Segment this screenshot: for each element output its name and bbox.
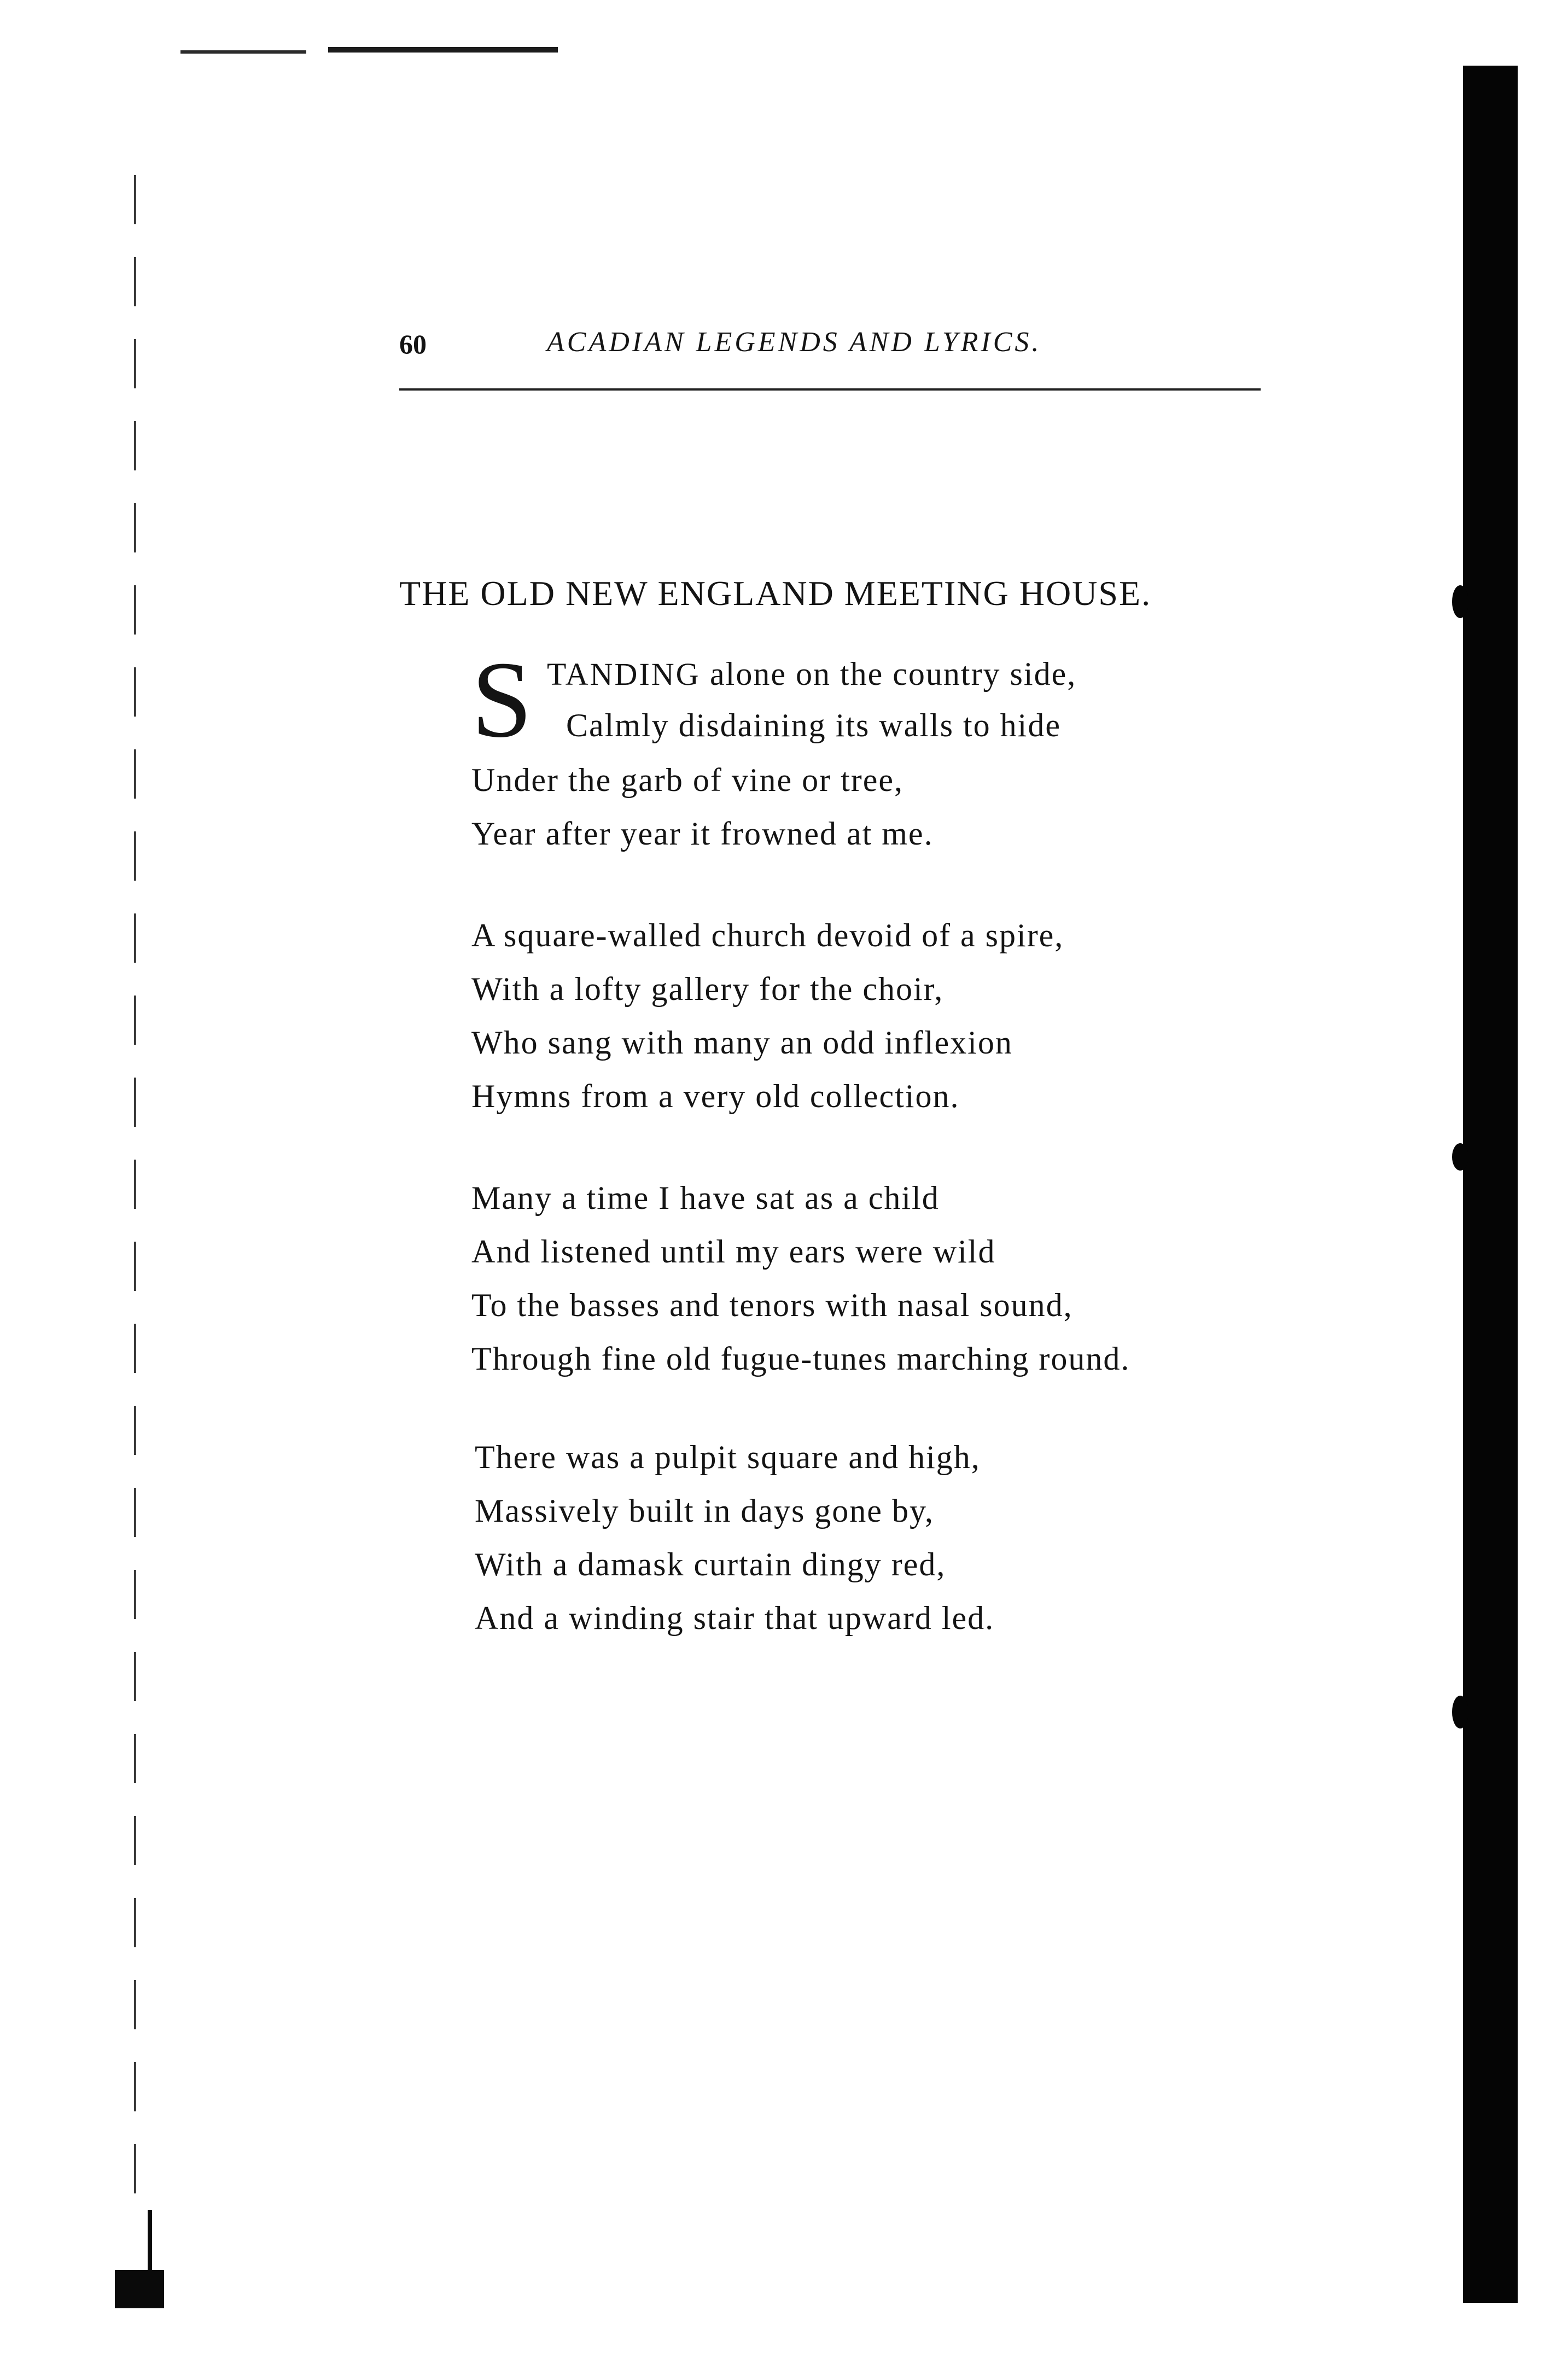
poem-first-line: [547, 655, 1076, 693]
poem-line: Under the garb of vine or tree,: [471, 762, 904, 798]
poem-line: Many a time I have sat as a child: [471, 1180, 940, 1216]
poem-line: And listened until my ears were wild: [471, 1233, 996, 1270]
poem-line: Calmly disdaining its walls to hide: [566, 707, 1061, 743]
scan-artifact-binding-edge: [1463, 66, 1518, 2303]
poem-line: Year after year it frowned at me.: [471, 816, 934, 852]
scan-artifact-binding-notch: [1452, 1143, 1468, 1171]
scan-artifact-binding-notch: [1452, 585, 1468, 618]
poem-line: Hymns from a very old collection.: [471, 1078, 960, 1114]
first-line-tail: alone on the country side,: [710, 656, 1077, 692]
scan-artifact-left-margin: [134, 175, 136, 2199]
poem-line: Through fine old fugue-tunes marching round.: [471, 1341, 1130, 1377]
scan-artifact-top-rule: [328, 47, 558, 53]
poem-line: To the basses and tenors with nasal sound,: [471, 1287, 1073, 1323]
poem-line: With a lofty gallery for the choir,: [471, 971, 944, 1007]
scan-artifact-binding-notch: [1452, 1696, 1468, 1728]
poem-line: There was a pulpit square and high,: [475, 1439, 981, 1475]
first-word-small-caps: TANDING: [547, 656, 701, 692]
poem-line: With a damask curtain dingy red,: [475, 1546, 946, 1582]
page-number: 60: [399, 329, 427, 359]
running-header: [399, 323, 1261, 366]
poem-line: A square-walled church devoid of a spire,: [471, 917, 1064, 953]
poem-title: THE OLD NEW ENGLAND MEETING HOUSE.: [399, 574, 1152, 613]
drop-cap: S: [471, 639, 533, 760]
scan-artifact-bottom-mark: [115, 2270, 164, 2308]
running-title: ACADIAN LEGENDS AND LYRICS.: [547, 327, 1042, 358]
poem-line: And a winding stair that upward led.: [475, 1600, 995, 1636]
poem-line: Massively built in days gone by,: [475, 1493, 935, 1529]
scan-artifact-top-rule: [180, 50, 306, 54]
header-rule: [399, 388, 1261, 391]
poem-line: Who sang with many an odd inflexion: [471, 1025, 1013, 1061]
